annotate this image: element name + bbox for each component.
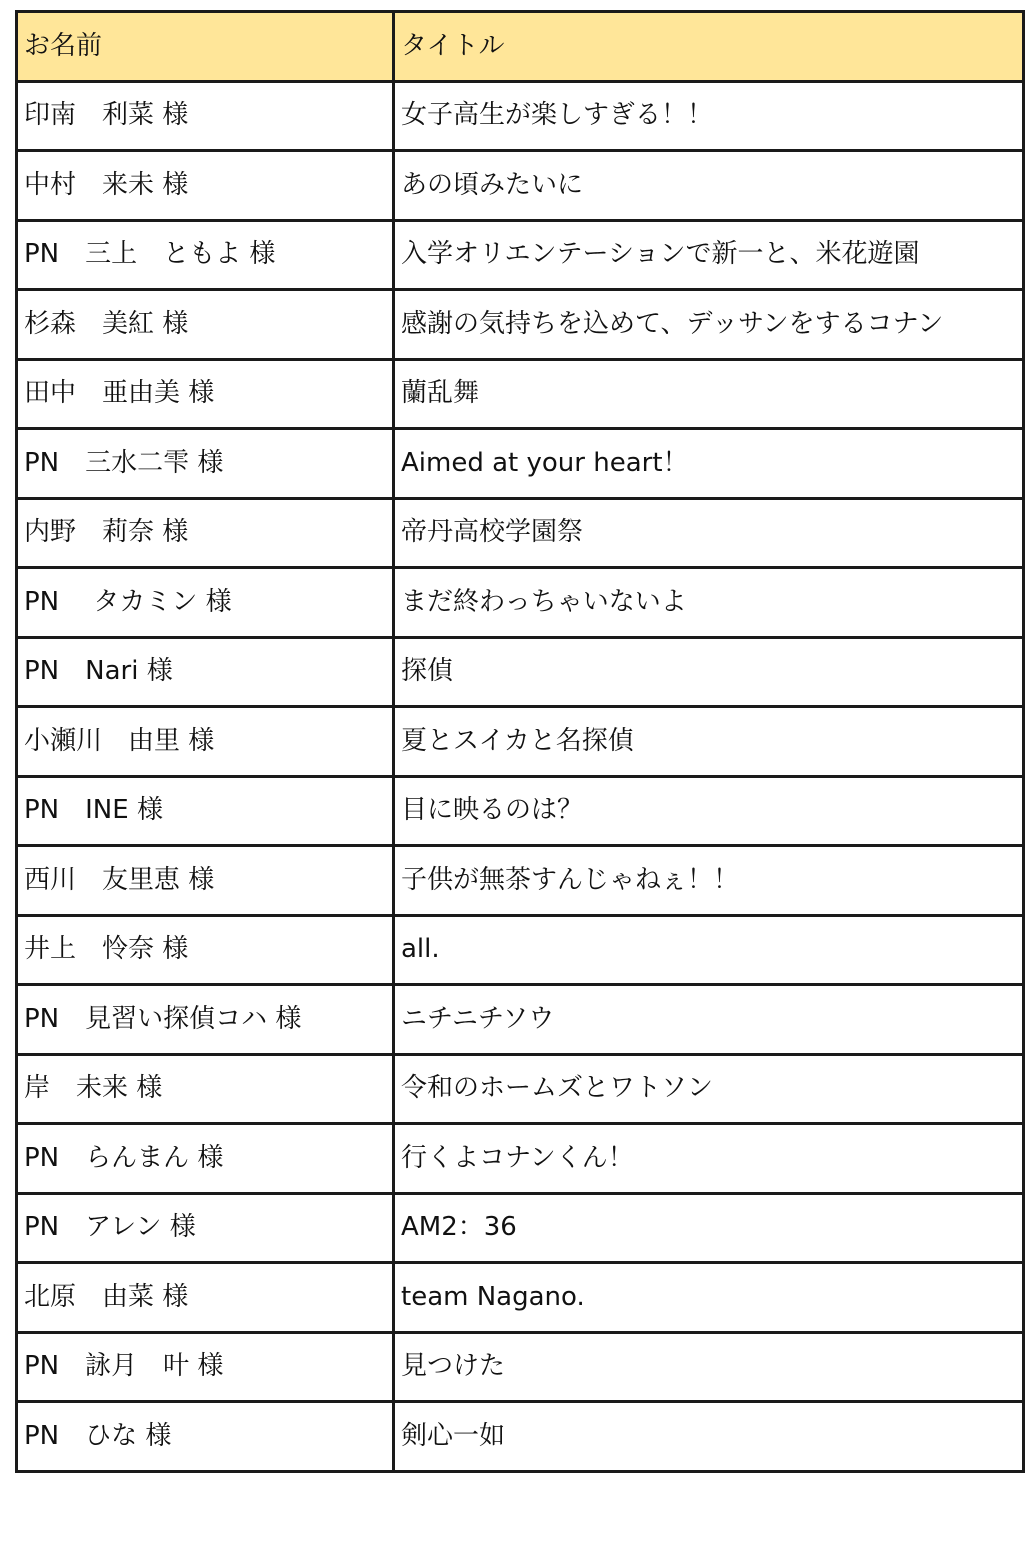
cell-name: 杉森 美紅 様: [17, 290, 394, 360]
cell-title: 剣心一如: [394, 1402, 1024, 1472]
cell-title: AM2：36: [394, 1193, 1024, 1263]
header-title: タイトル: [394, 12, 1024, 82]
cell-title: ニチニチソウ: [394, 985, 1024, 1055]
cell-name: 中村 来未 様: [17, 151, 394, 221]
submission-table: [15, 10, 1025, 1473]
cell-name: PN INE 様: [17, 776, 394, 846]
cell-title: 目に映るのは？: [394, 776, 1024, 846]
cell-title: 見つけた: [394, 1332, 1024, 1402]
cell-name: PN 三水二雫 様: [17, 429, 394, 499]
cell-title: 入学オリエンテーションで新一と、米花遊園: [394, 220, 1024, 290]
header-name: お名前: [17, 12, 394, 82]
cell-name: PN 三上 ともよ 様: [17, 220, 394, 290]
table-row: [17, 1124, 1024, 1194]
table-row: [17, 429, 1024, 499]
cell-name: 田中 亜由美 様: [17, 359, 394, 429]
cell-title: 子供が無茶すんじゃねぇ！！: [394, 846, 1024, 916]
cell-name: 井上 怜奈 様: [17, 915, 394, 985]
table-row: [17, 290, 1024, 360]
cell-title: まだ終わっちゃいないよ: [394, 568, 1024, 638]
cell-name: 岸 未来 様: [17, 1054, 394, 1124]
cell-name: 西川 友里恵 様: [17, 846, 394, 916]
cell-title: 行くよコナンくん！: [394, 1124, 1024, 1194]
cell-name: PN Nari 様: [17, 637, 394, 707]
cell-title: team Nagano.: [394, 1263, 1024, 1333]
cell-title: 蘭乱舞: [394, 359, 1024, 429]
table-row: [17, 707, 1024, 777]
table-row: [17, 1263, 1024, 1333]
table-row: [17, 498, 1024, 568]
cell-name: 北原 由菜 様: [17, 1263, 394, 1333]
cell-title: all.: [394, 915, 1024, 985]
table-row: [17, 220, 1024, 290]
cell-name: 内野 莉奈 様: [17, 498, 394, 568]
cell-title: 感謝の気持ちを込めて、デッサンをするコナン: [394, 290, 1024, 360]
cell-name: PN ひな 様: [17, 1402, 394, 1472]
table-row: [17, 1332, 1024, 1402]
cell-title: Aimed at your heart！: [394, 429, 1024, 499]
table-row: [17, 568, 1024, 638]
table-row: [17, 776, 1024, 846]
cell-title: 帝丹高校学園祭: [394, 498, 1024, 568]
submission-table-container: [15, 10, 1022, 1473]
table-row: [17, 846, 1024, 916]
cell-title: 女子高生が楽しすぎる！！: [394, 81, 1024, 151]
cell-name: PN アレン 様: [17, 1193, 394, 1263]
table-row: [17, 1193, 1024, 1263]
cell-name: 小瀬川 由里 様: [17, 707, 394, 777]
table-row: [17, 151, 1024, 221]
table-body: [17, 81, 1024, 1471]
cell-title: 探偵: [394, 637, 1024, 707]
table-row: [17, 985, 1024, 1055]
cell-title: 夏とスイカと名探偵: [394, 707, 1024, 777]
cell-name: 印南 利菜 様: [17, 81, 394, 151]
table-row: [17, 81, 1024, 151]
table-row: [17, 359, 1024, 429]
cell-title: 令和のホームズとワトソン: [394, 1054, 1024, 1124]
cell-name: PN タカミン 様: [17, 568, 394, 638]
cell-name: PN 詠月 叶 様: [17, 1332, 394, 1402]
cell-name: PN らんまん 様: [17, 1124, 394, 1194]
table-row: [17, 637, 1024, 707]
table-header-row: [17, 12, 1024, 82]
table-row: [17, 915, 1024, 985]
cell-name: PN 見習い探偵コハ 様: [17, 985, 394, 1055]
cell-title: あの頃みたいに: [394, 151, 1024, 221]
table-row: [17, 1054, 1024, 1124]
table-row: [17, 1402, 1024, 1472]
